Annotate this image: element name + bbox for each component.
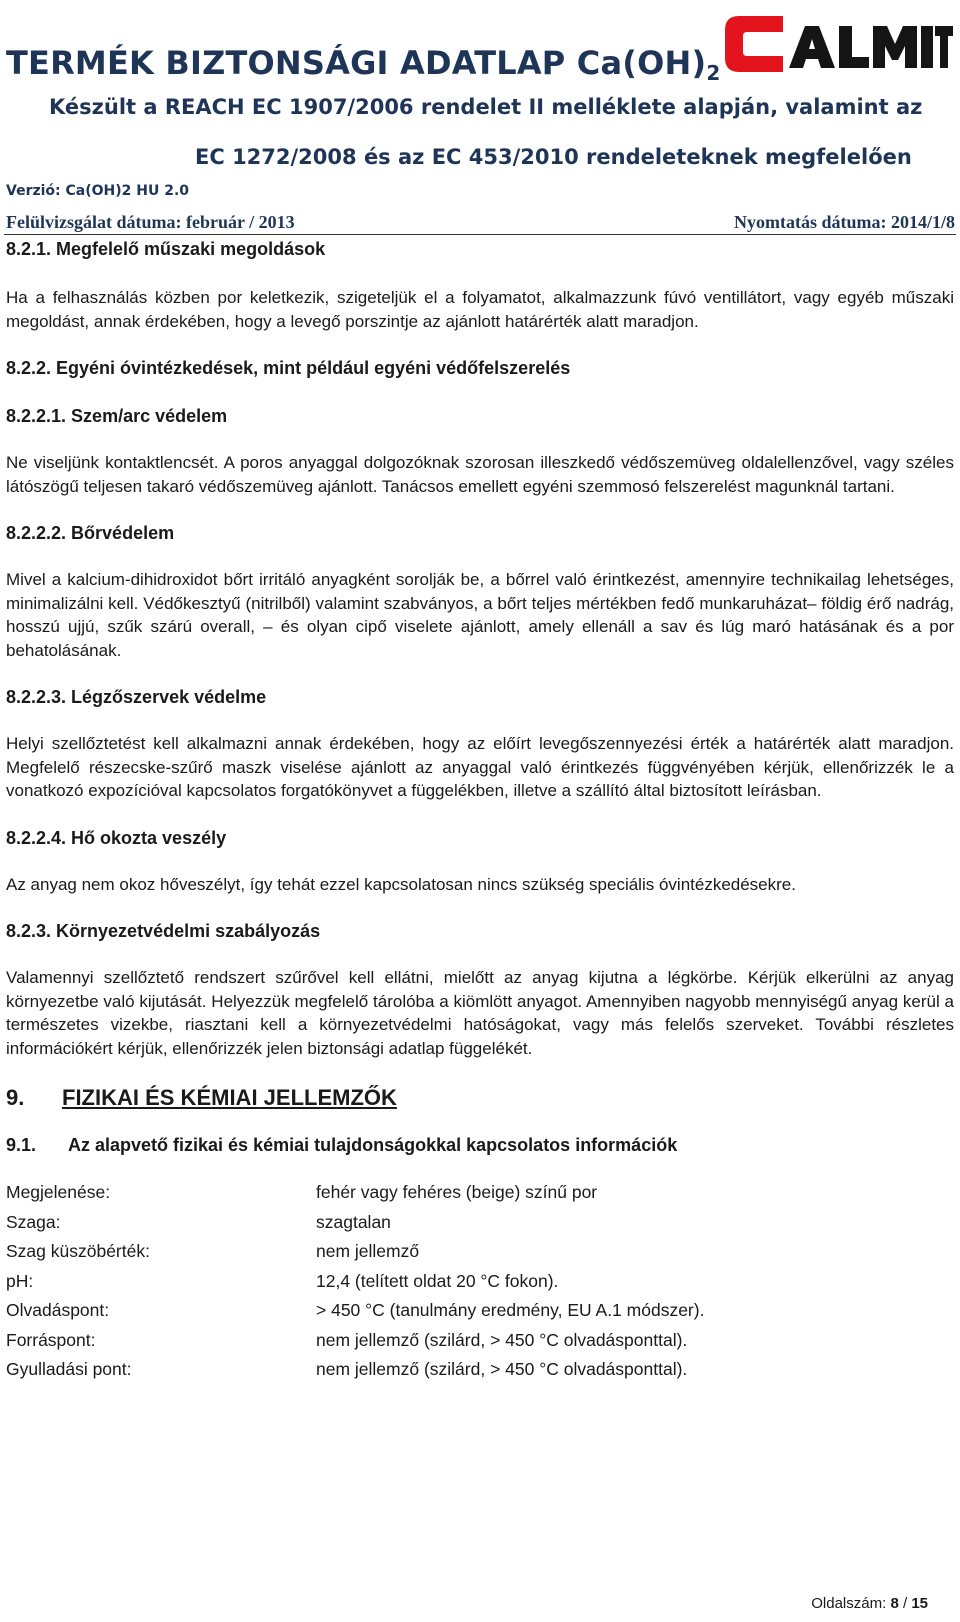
document-body — [6, 238, 954, 1389]
table-row — [6, 1182, 704, 1212]
properties-table — [6, 1182, 704, 1389]
heading-8-2-1: 8.2.1. Megfelelő műszaki megoldások — [6, 239, 326, 259]
property-value: nem jellemző — [316, 1241, 420, 1261]
paragraph-8-2-2-3: Helyi szellőztetést kell alkalmazni annak érdekében, hogy az előírt levegőszennyezési érték a határérték alatt maradjon. Megfelelő részecske-szűrő maszk viselése ajánlott az anyaggal való érintkezés függvényében kérjük, ellenőrizzék le a vonatkozó expozícióval kapcsolatos forgatókönyvet a függelékben, illetve a szállító által biztosított leírásban. — [6, 734, 954, 800]
heading-8-2-2-2: 8.2.2.2. Bőrvédelem — [6, 523, 175, 543]
version-label: Verzió: Ca(OH)2 HU 2.0 — [6, 183, 190, 199]
property-label: Olvadáspont: — [6, 1300, 110, 1320]
page-number-separator: / — [902, 1595, 908, 1612]
revision-date: Felülvizsgálat dátuma: február / 2013 — [6, 212, 295, 232]
property-label: Megjelenése: — [6, 1182, 111, 1202]
paragraph-8-2-3: Valamennyi szellőztető rendszert szűrővel kell ellátni, mielőtt az anyag kijutna a légkörbe. Kérjük elkerülni az anyag környezetbe való kijutását. Helyezzük megfelelő tárolóba a kiömlött anyagot. Amennyiben nagyobb mennyiségű anyag kerül a természetes vizekbe, riasztani kell a környezetvédelmi hatóságokat, vagy más felelős szerveket. További részletes információkért kérjük, ellenőrizzék jelen biztonsági adatlap függelékét. — [6, 968, 954, 1058]
property-label: Szaga: — [6, 1211, 61, 1232]
page-number-total: 15 — [911, 1595, 928, 1612]
calmit-logo — [721, 6, 953, 82]
heading-9-1 — [6, 1134, 954, 1156]
table-row — [6, 1300, 704, 1330]
heading-8-2-2-4: 8.2.2.4. Hő okozta veszély — [6, 827, 227, 848]
section-9-number: 9. — [6, 1085, 25, 1110]
paragraph-8-2-1: Ha a felhasználás közben por keletkezik, szigeteljük el a folyamatot, alkalmazzunk fúvó ventillátort, vagy egyéb műszaki megoldást, annak érdekében, hogy a levegő porszintje az ajánlott határérték alatt maradjon. — [6, 288, 954, 331]
title-subscript: 2 — [706, 61, 721, 85]
property-label: pH: — [6, 1270, 34, 1291]
property-value: nem jellemző (szilárd, > 450 °C olvadásponttal). — [316, 1359, 688, 1379]
document-title — [6, 44, 720, 85]
property-value: > 450 °C (tanulmány eredmény, EU A.1 módszer). — [316, 1300, 705, 1320]
property-label: Forráspont: — [6, 1329, 96, 1350]
heading-8-2-2-1: 8.2.2.1. Szem/arc védelem — [6, 406, 228, 426]
table-row — [6, 1212, 704, 1242]
heading-8-2-3: 8.2.3. Környezetvédelmi szabályozás — [6, 921, 321, 941]
page-number-current: 8 — [890, 1595, 899, 1612]
print-date: Nyomtatás dátuma: 2014/1/8 — [734, 212, 955, 232]
property-value: fehér vagy fehéres (beige) színű por — [316, 1182, 598, 1202]
title-text: TERMÉK BIZTONSÁGI ADATLAP Ca(OH) — [6, 44, 707, 82]
page-number-footer — [811, 1595, 928, 1612]
page-number-label: Oldalszám: — [811, 1595, 887, 1612]
paragraph-8-2-2-1: Ne viseljünk kontaktlencsét. A poros anyaggal dolgozóknak szorosan illeszkedő védőszemüveg oldalellenzővel, vagy széles látószögű teljesen takaró védőszemüveg ajánlott. Tanácsos emellett egyéni szemmosó felszerelést magunknál tartani. — [6, 453, 954, 496]
document-header — [0, 0, 960, 238]
table-row — [6, 1359, 704, 1389]
regulation-line-2: EC 1272/2008 és az EC 453/2010 rendeleteknek megfelelően — [195, 145, 912, 169]
heading-9-1-title: Az alapvető fizikai és kémiai tulajdonságokkal kapcsolatos információk — [68, 1135, 678, 1155]
paragraph-8-2-2-2: Mivel a kalcium-dihidroxidot bőrt irritáló anyagként sorolják be, a bőrrel való érintkezést, amennyire technikailag lehetséges, minimalizálni kell. Védőkesztyű (nitrilből) valamint szabványos, a bőrt teljes mértékben fedő munkaruházat– földig érő nadrág, hosszú ujjú, szűk szárú overall, – és olyan cipő viselete ajánlott, amely ellenáll a sav és lúg maró hatásának és a por behatolásának. — [6, 570, 954, 660]
property-label: Gyulladási pont: — [6, 1359, 132, 1379]
heading-8-2-2: 8.2.2. Egyéni óvintézkedések, mint például egyéni védőfelszerelés — [6, 358, 571, 378]
table-row — [6, 1330, 704, 1360]
table-row — [6, 1241, 704, 1271]
paragraph-8-2-2-4: Az anyag nem okoz hőveszélyt, így tehát ezzel kapcsolatosan nincs szükség speciális óvintézkedésekre. — [6, 874, 796, 894]
heading-9-1-number: 9.1. — [6, 1135, 37, 1155]
header-divider — [4, 234, 956, 235]
regulation-line-1: Készült a REACH EC 1907/2006 rendelet II melléklete alapján, valamint az — [49, 95, 923, 119]
section-9-heading — [6, 1084, 954, 1112]
heading-8-2-2-3: 8.2.2.3. Légzőszervek védelme — [6, 687, 267, 707]
property-value: szagtalan — [316, 1211, 391, 1232]
property-value: 12,4 (telített oldat 20 °C fokon). — [316, 1270, 559, 1291]
table-row — [6, 1271, 704, 1301]
property-value: nem jellemző (szilárd, > 450 °C olvadásponttal). — [316, 1329, 688, 1350]
section-9-title: FIZIKAI ÉS KÉMIAI JELLEMZŐK — [62, 1085, 397, 1110]
property-label: Szag küszöbérték: — [6, 1241, 150, 1261]
